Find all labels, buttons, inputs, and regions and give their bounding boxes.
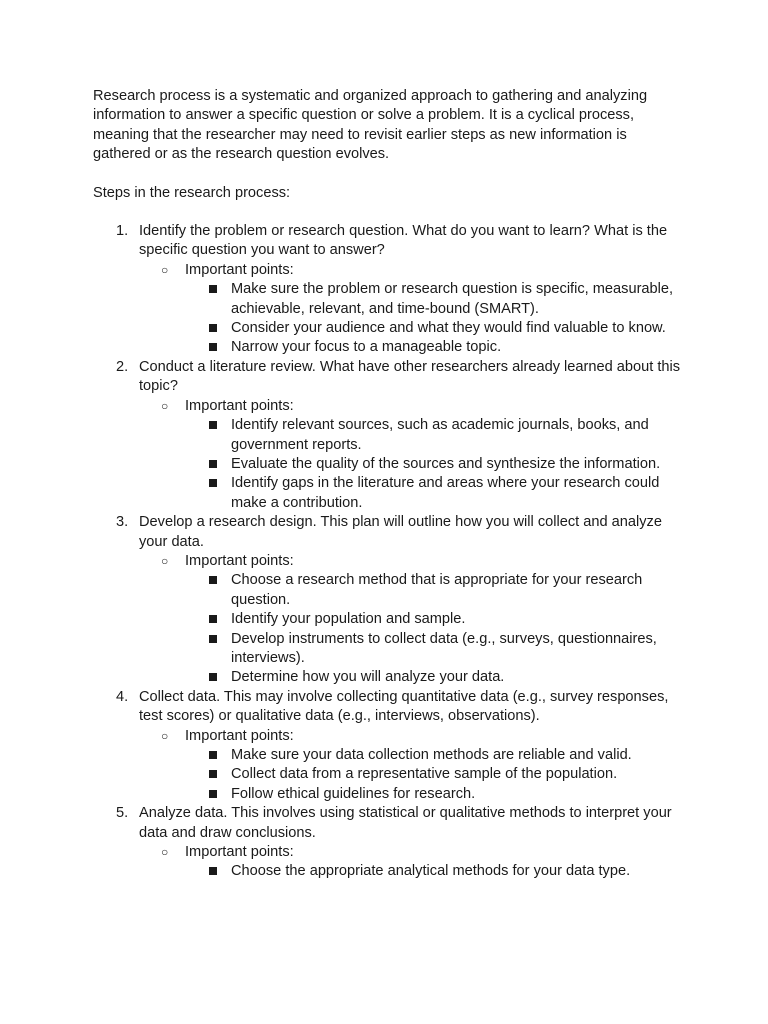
bullet-text: Follow ethical guidelines for research. <box>231 785 476 802</box>
bullet-item <box>185 571 683 610</box>
square-bullet-icon <box>209 751 217 759</box>
bullet-item <box>185 319 683 338</box>
square-bullet-icon <box>209 460 217 468</box>
important-points <box>139 397 683 513</box>
bullet-item <box>185 630 683 669</box>
square-bullet-icon <box>209 421 217 429</box>
bullet-text: Choose the appropriate analytical methods for your data type. <box>231 863 631 880</box>
bullet-item <box>185 455 683 474</box>
step-item <box>93 513 683 688</box>
step-item <box>93 688 683 804</box>
bullet-item <box>185 746 683 765</box>
important-points <box>139 261 683 358</box>
bullet-item <box>185 280 683 319</box>
hollow-circle-bullet-icon: ○ <box>161 553 169 568</box>
step-text: Conduct a literature review. What have other researchers already learned about this topic? <box>139 358 681 395</box>
square-bullet-icon <box>209 285 217 293</box>
bullet-text: Choose a research method that is appropriate for your research question. <box>231 572 643 608</box>
step-number: 2. <box>116 358 129 375</box>
bullet-list <box>185 862 683 881</box>
step-number: 1. <box>116 223 129 240</box>
square-bullet-icon <box>209 343 217 351</box>
bullet-text: Make sure the problem or research question is specific, measurable, achievable, relevant, and time-bound (SMART). <box>231 281 674 317</box>
bullet-item <box>185 474 683 513</box>
bullet-text: Identify gaps in the literature and areas where your research could make a contribution. <box>231 475 660 511</box>
important-points-label: Important points: <box>185 261 294 278</box>
bullet-text: Evaluate the quality of the sources and synthesize the information. <box>231 455 661 472</box>
square-bullet-icon <box>209 790 217 798</box>
bullet-item <box>185 862 683 881</box>
step-text: Develop a research design. This plan will outline how you will collect and analyze your data. <box>139 514 662 550</box>
important-points <box>139 727 683 805</box>
square-bullet-icon <box>209 635 217 643</box>
hollow-circle-bullet-icon: ○ <box>161 728 169 743</box>
step-item <box>93 804 683 882</box>
bullet-text: Identify your population and sample. <box>231 611 466 628</box>
steps-list <box>93 222 683 882</box>
step-number: 3. <box>116 514 129 531</box>
important-points-label: Important points: <box>185 727 294 744</box>
bullet-text: Consider your audience and what they would find valuable to know. <box>231 320 666 337</box>
hollow-circle-bullet-icon: ○ <box>161 845 169 860</box>
bullet-item <box>185 338 683 357</box>
bullet-text: Collect data from a representative sample of the population. <box>231 766 618 783</box>
square-bullet-icon <box>209 673 217 681</box>
important-points-label: Important points: <box>185 397 294 414</box>
step-text: Identify the problem or research question. What do you want to learn? What is the specific question you want to answer? <box>139 223 668 259</box>
bullet-list <box>185 280 683 358</box>
bullet-text: Develop instruments to collect data (e.g., surveys, questionnaires, interviews). <box>231 630 657 666</box>
square-bullet-icon <box>209 576 217 584</box>
square-bullet-icon <box>209 770 217 778</box>
step-text: Collect data. This may involve collecting quantitative data (e.g., survey responses, test scores) or qualitative data (e.g., interviews, observations). <box>139 688 669 725</box>
important-points <box>139 843 683 882</box>
bullet-item <box>185 610 683 629</box>
bullet-list <box>185 571 683 687</box>
bullet-text: Identify relevant sources, such as academic journals, books, and government reports. <box>231 417 649 453</box>
bullet-item <box>185 765 683 784</box>
important-points-label: Important points: <box>185 844 294 861</box>
step-item <box>93 222 683 358</box>
step-text: Analyze data. This involves using statistical or qualitative methods to interpret your data and draw conclusions. <box>139 805 672 841</box>
step-number: 5. <box>116 805 129 822</box>
important-points-label: Important points: <box>185 552 294 569</box>
bullet-text: Make sure your data collection methods are reliable and valid. <box>231 747 632 763</box>
bullet-text: Determine how you will analyze your data. <box>231 669 505 686</box>
bullet-list <box>185 416 683 513</box>
intro-paragraph: Research process is a systematic and organized approach to gathering and analyzing information to answer a specific question or solve a problem. It is a cyclical process, meaning that the researcher may need to revisit earlier steps as new information is gathered or as the research question evolves. <box>93 88 648 163</box>
bullet-item <box>185 785 683 804</box>
hollow-circle-bullet-icon: ○ <box>161 262 169 277</box>
square-bullet-icon <box>209 479 217 487</box>
bullet-text: Narrow your focus to a manageable topic. <box>231 339 502 356</box>
square-bullet-icon <box>209 324 217 332</box>
square-bullet-icon <box>209 867 217 875</box>
square-bullet-icon <box>209 615 217 623</box>
document-page <box>93 87 683 882</box>
step-number: 4. <box>116 688 129 705</box>
bullet-list <box>185 746 683 804</box>
important-points <box>139 552 683 688</box>
steps-heading: Steps in the research process: <box>93 184 291 201</box>
hollow-circle-bullet-icon: ○ <box>161 398 169 413</box>
step-item <box>93 358 683 513</box>
bullet-item <box>185 416 683 455</box>
bullet-item <box>185 668 683 687</box>
